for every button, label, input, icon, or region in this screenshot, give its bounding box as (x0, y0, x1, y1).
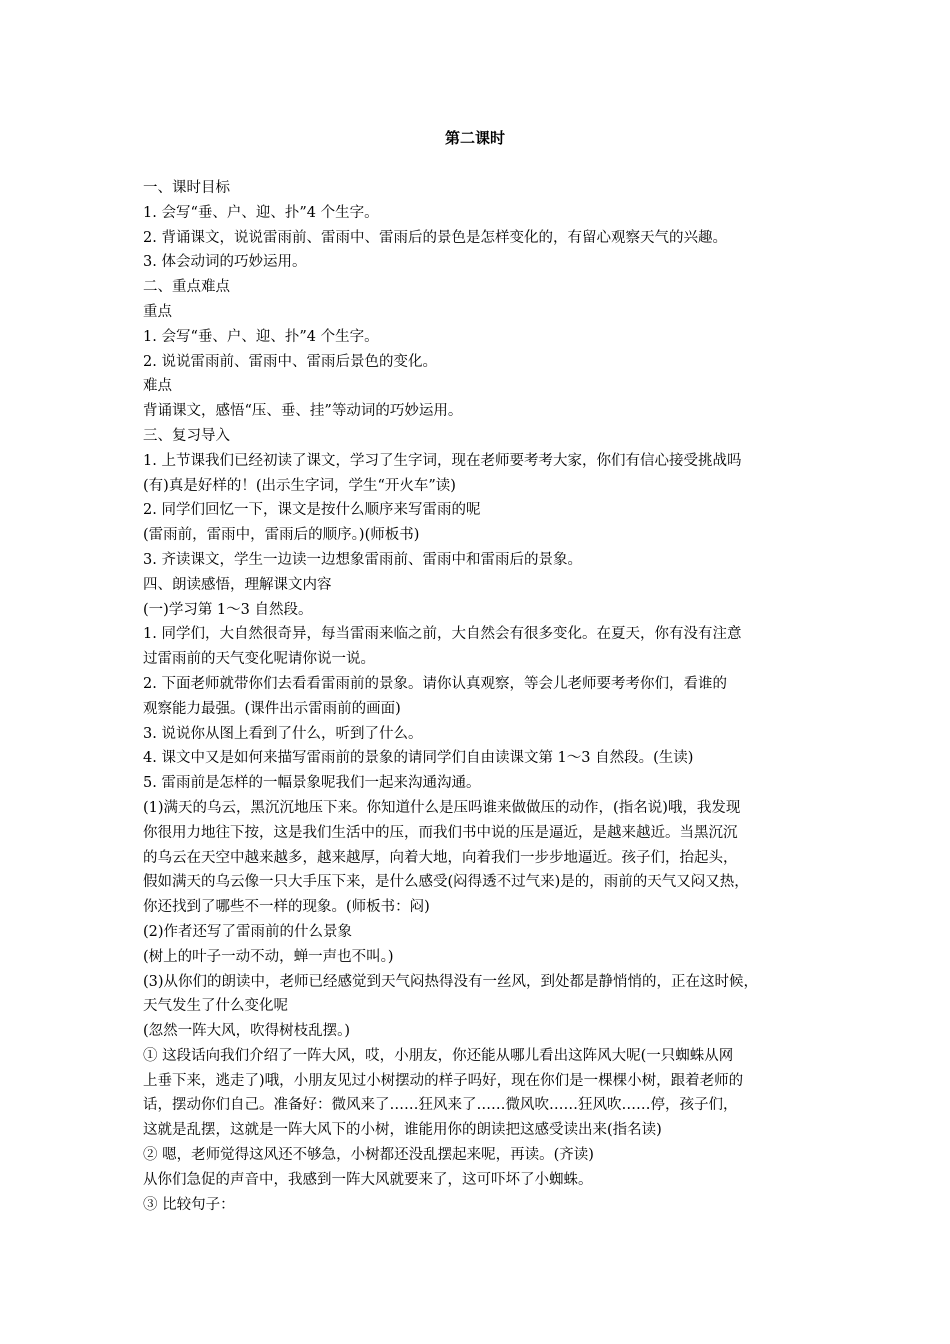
text-line: 2. 说说雷雨前、雷雨中、雷雨后景色的变化。 (143, 353, 437, 370)
text-line: (一)学习第 1～3 自然段。 (143, 601, 313, 618)
text-line: (1)满天的乌云，黑沉沉地压下来。你知道什么是压吗谁来做做压的动作，(指名说)哦，我发现 (143, 799, 741, 816)
text-line: (3)从你们的朗读中，老师已经感觉到天气闷热得没有一丝风，到处都是静悄悄的，正在这时候， (143, 973, 759, 990)
text-line: (2)作者还写了雷雨前的什么景象 (143, 923, 353, 940)
text-line: 2. 同学们回忆一下，课文是按什么顺序来写雷雨的呢 (143, 502, 481, 519)
text-line: 1. 上节课我们已经初读了课文，学习了生字词，现在老师要考考大家，你们有信心接受挑战吗 (143, 452, 742, 469)
text-line: 这就是乱摆，这就是一阵大风下的小树，谁能用你的朗读把这感受读出来(指名读) (143, 1122, 662, 1139)
text-line: 背诵课文，感悟“压、垂、挂”等动词的巧妙运用。 (143, 403, 463, 420)
text-line: 3. 说说你从图上看到了什么，听到了什么。 (143, 725, 423, 742)
page-title: 第二课时 (444, 129, 505, 147)
text-line: 难点 (143, 378, 172, 395)
text-line: ③ 比较句子： (143, 1196, 235, 1213)
text-line: 5. 雷雨前是怎样的一幅景象呢我们一起来沟通沟通。 (143, 775, 481, 792)
text-line: 1. 会写“垂、户、迎、扑”4 个生字。 (143, 204, 379, 221)
text-line: 一、课时目标 (143, 180, 230, 196)
document-body (143, 176, 811, 1217)
text-line: 假如满天的乌云像一只大手压下来，是什么感受(闷得透不过气来)是的，雨前的天气又闷又热， (143, 874, 749, 891)
text-line: 1. 同学们，大自然很奇异，每当雷雨来临之前，大自然会有很多变化。在夏天，你有没有注意 (143, 626, 742, 643)
text-line: 二、重点难点 (143, 279, 230, 296)
text-line: 3. 体会动词的巧妙运用。 (143, 254, 307, 271)
text-line: ① 这段话向我们介绍了一阵大风，哎，小朋友，你还能从哪儿看出这阵风大呢(一只蜘蛛从网 (143, 1047, 734, 1064)
text-line: (树上的叶子一动不动，蝉一声也不叫。) (143, 948, 394, 965)
text-line: 重点 (143, 303, 172, 320)
text-line: 4. 课文中又是如何来描写雷雨前的景象的请同学们自由读课文第 1～3 自然段。(生读) (143, 750, 694, 767)
text-line: 上垂下来，逃走了)哦，小朋友见过小树摆动的样子吗好，现在你们是一棵棵小树，跟着老师的 (143, 1072, 744, 1089)
text-line: 天气发生了什么变化呢 (143, 998, 288, 1015)
text-line: 3. 齐读课文，学生一边读一边想象雷雨前、雷雨中和雷雨后的景象。 (143, 551, 582, 568)
text-line: 2. 背诵课文，说说雷雨前、雷雨中、雷雨后的景色是怎样变化的，有留心观察天气的兴趣。 (143, 229, 727, 246)
text-line: 话，摆动你们自己。准备好：微风来了……狂风来了……微风吹……狂风吹……停，孩子们， (143, 1097, 738, 1114)
text-line: (雷雨前，雷雨中，雷雨后的顺序。)(师板书) (143, 527, 420, 544)
text-line: 从你们急促的声音中，我感到一阵大风就要来了，这可吓坏了小蜘蛛。 (143, 1171, 593, 1188)
text-line: ② 嗯，老师觉得这风还不够急，小树都还没乱摆起来呢，再读。(齐读) (143, 1147, 594, 1164)
text-line: 你很用力地往下按，这是我们生活中的压，而我们书中说的压是逼近，是越来越近。当黑沉沉 (143, 824, 738, 841)
text-line: 四、朗读感悟，理解课文内容 (143, 576, 332, 593)
text-line: 三、复习导入 (143, 427, 230, 444)
text-line: (有)真是好样的！(出示生字词，学生“开火车”读) (143, 477, 456, 494)
text-line: 过雷雨前的天气变化呢请你说一说。 (143, 651, 375, 668)
text-line: 观察能力最强。(课件出示雷雨前的画面) (143, 700, 401, 717)
text-line: (忽然一阵大风，吹得树枝乱摆。) (143, 1023, 351, 1040)
text-line: 的乌云在天空中越来越多，越来越厚，向着大地，向着我们一步步地逼近。孩子们，抬起头， (143, 849, 738, 866)
text-line: 你还找到了哪些不一样的现象。(师板书：闷) (143, 899, 430, 916)
text-line: 1. 会写“垂、户、迎、扑”4 个生字。 (143, 328, 379, 345)
text-line: 2. 下面老师就带你们去看看雷雨前的景象。请你认真观察，等会儿老师要考考你们，看谁的 (143, 675, 727, 692)
